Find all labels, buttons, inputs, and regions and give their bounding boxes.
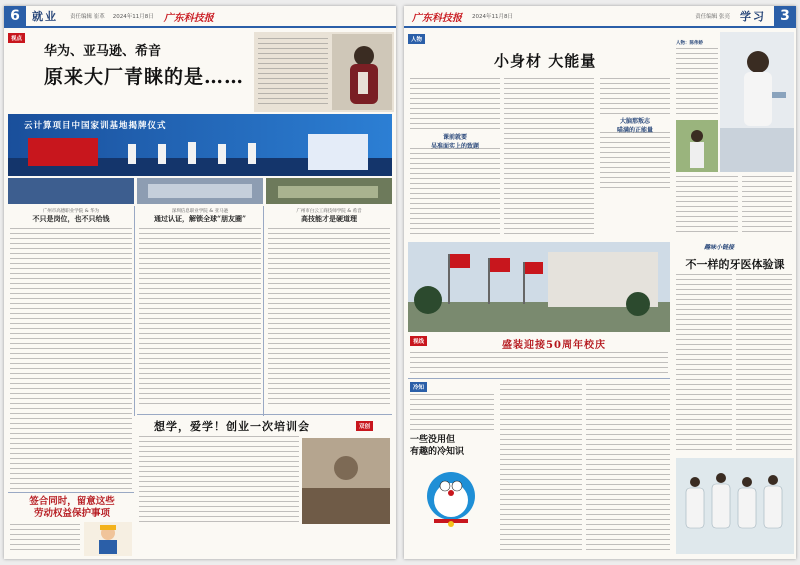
feature-subhead-1: 课前就要 吴准面实上的致题 [430, 134, 479, 150]
top-badge: 视点 [8, 33, 25, 43]
photo-caption: 盛装迎接50周年校庆 [502, 340, 606, 351]
outdoor-portrait-photo [676, 120, 718, 172]
trivia-body-col1 [500, 384, 582, 552]
page-number: 6 [4, 6, 26, 26]
sub-article-1-title: 不只是岗位，也不只给钱 [32, 214, 110, 223]
photo-caption-body [410, 352, 668, 374]
feature-side-body-3 [742, 176, 792, 236]
feature-tag: 人物 [408, 34, 425, 44]
right-page [404, 6, 796, 559]
issue-date: 2024年11月8日 [472, 14, 513, 20]
sub-article-1-kicker: 广州市高德职业学院 & 华为 [42, 209, 100, 214]
left-page-header [4, 6, 396, 28]
left-page [4, 6, 396, 559]
sub-article-3-title: 高技能才是硬道理 [301, 214, 357, 223]
issue-date: 2024年11月8日 [112, 14, 154, 20]
sub-article-1-body [10, 228, 132, 490]
editor-line: 责任编辑 崔革 [70, 14, 105, 20]
column-heading: 趣味小链接 [704, 244, 735, 251]
section-name: 就业 [32, 10, 58, 23]
training-photo [302, 438, 390, 524]
section-name: 学习 [740, 10, 766, 23]
dental-class-photo [676, 458, 794, 554]
bottom-right-badge: 双创 [356, 421, 373, 431]
sub-article-3 [266, 208, 392, 224]
right-page-header [404, 6, 796, 28]
banner-text: 云计算项目中国家训基地揭牌仪式 [24, 121, 167, 131]
feature-body-col2 [504, 78, 594, 238]
trivia-tag: 冷知 [410, 382, 427, 392]
feature-body-col3b [600, 132, 670, 192]
sub-article-2-kicker: 深圳信息职业学院 & 亚马逊 [171, 209, 229, 214]
three-photo-strip [8, 178, 392, 204]
feature-subhead-2: 大脑那叛志 喵满的正能量 [616, 118, 653, 134]
feature-body-col1a [410, 78, 500, 130]
sub-article-3-body [268, 228, 390, 408]
feature-side-intro: 人物：陈伟娇 [676, 41, 703, 46]
dental-article-body-col1 [676, 274, 732, 454]
trivia-intro-body [410, 394, 494, 430]
dental-article-title: 不一样的牙医体验课 [685, 258, 785, 271]
sub-article-1 [8, 208, 134, 224]
bottom-left-title [12, 496, 132, 520]
bottom-left-title-line1: 签合同时，留意这些 [29, 496, 115, 507]
trivia-body-col2 [586, 384, 670, 552]
feature-side-body-2 [676, 176, 738, 236]
worker-illustration [84, 522, 132, 556]
editor-line: 责任编辑 张亮 [695, 14, 730, 20]
page-number: 3 [774, 6, 796, 26]
sub-article-2-body [139, 228, 261, 408]
lab-portrait-photo [720, 32, 794, 172]
sub-article-2 [137, 208, 263, 224]
bottom-left-title-line2: 劳动权益保护事项 [33, 508, 110, 519]
newspaper-brand: 广东科技报 [163, 12, 214, 24]
trivia-title: 一些没用但 有趣的冷知识 [410, 435, 465, 457]
feature-side-body [676, 48, 718, 118]
headline-subtitle: 华为、亚马逊、希音 [44, 44, 162, 59]
photo-tag: 视线 [410, 336, 427, 346]
feature-body-col1b [410, 148, 500, 238]
dental-article-body-col2 [736, 274, 792, 454]
headline-title: 原来大厂青睐的是…… [44, 66, 245, 88]
newspaper-brand: 广东科技报 [412, 12, 462, 24]
portrait-photo [332, 34, 392, 110]
bottom-right-title: 想学，爱学！创业一次培训会 [154, 420, 310, 433]
bottom-right-body [139, 436, 299, 524]
bottom-left-body [10, 524, 80, 554]
top-right-column [254, 32, 394, 112]
campus-celebration-photo [408, 242, 670, 332]
feature-title: 小身材 大能量 [494, 52, 597, 70]
headline-block [44, 40, 244, 89]
feature-body-col3a [600, 78, 670, 114]
sub-article-3-kicker: 广州市白云工商技师学院 & 希音 [296, 209, 362, 214]
doraemon-illustration [414, 464, 488, 538]
sub-article-2-title: 通过认证，解锁全球“朋友圈” [153, 214, 247, 223]
